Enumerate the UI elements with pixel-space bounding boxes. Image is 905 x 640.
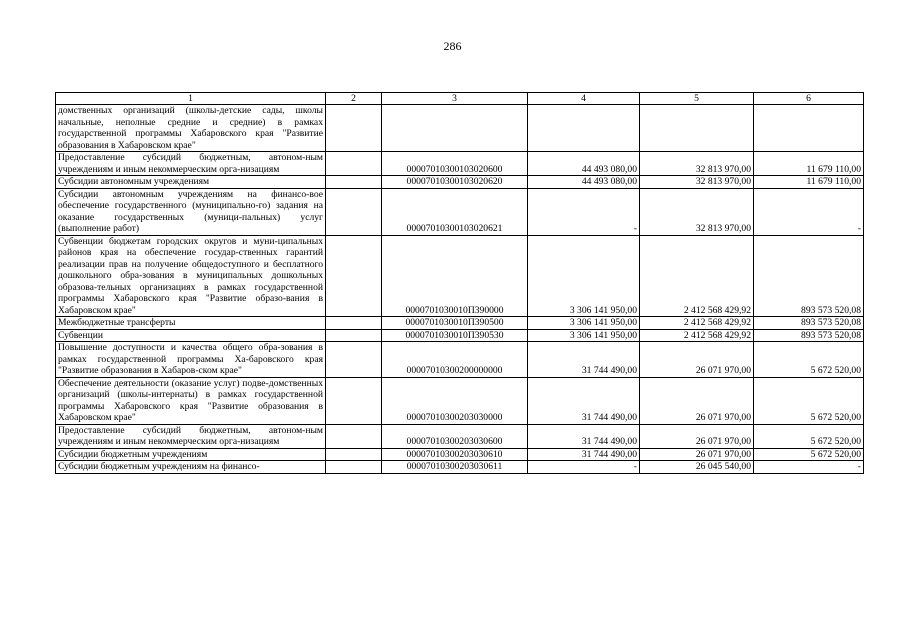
row-name: Субвенции [56, 329, 326, 342]
row-code: 0000701030010П390500 [382, 317, 528, 330]
row-name: Субвенции бюджетам городских округов и муни-ципальных районов края на обеспечение государ-ственных гарантий реализации прав на получение общедоступного и бесплатного дошкольного обра-зования в муниципальных дошкольных образова-тельных организациях в рамках государственной программы Хабаровского края "Развитие образо-вания в Хабаровском крае" [56, 235, 326, 317]
table-row [56, 235, 864, 317]
row-name: Субсидии бюджетным учреждениям на финансо- [56, 461, 326, 474]
row-col2 [326, 105, 382, 152]
table-row [56, 461, 864, 474]
row-value-4: - [528, 461, 640, 474]
row-code: 00007010300203030000 [382, 377, 528, 424]
table-row [56, 424, 864, 448]
row-value-6: 5 672 520,00 [754, 342, 864, 378]
row-value-4: 31 744 490,00 [528, 342, 640, 378]
row-col2 [326, 235, 382, 317]
row-value-4: 3 306 141 950,00 [528, 317, 640, 330]
row-value-5: 32 813 970,00 [640, 188, 754, 235]
column-header-1: 1 [56, 93, 326, 105]
row-col2 [326, 188, 382, 235]
row-value-5: 2 412 568 429,92 [640, 235, 754, 317]
row-value-5: 2 412 568 429,92 [640, 317, 754, 330]
row-col2 [326, 152, 382, 176]
row-name: Субсидии автономным учреждениям [56, 176, 326, 189]
row-value-5: 2 412 568 429,92 [640, 329, 754, 342]
row-code: 00007010300200000000 [382, 342, 528, 378]
row-value-4: 31 744 490,00 [528, 424, 640, 448]
row-value-6: - [754, 461, 864, 474]
header-row [56, 93, 864, 105]
row-value-4: - [528, 188, 640, 235]
row-code [382, 105, 528, 152]
table-row [56, 152, 864, 176]
row-name: Субсидии автономным учреждениям на финансо-вое обеспечение государственного (муниципально-го) задания на оказание государственных (муници-пальных) услуг (выполнение работ) [56, 188, 326, 235]
row-value-6: 11 679 110,00 [754, 152, 864, 176]
row-value-6 [754, 105, 864, 152]
row-code: 0000701030010П390530 [382, 329, 528, 342]
row-value-6: 11 679 110,00 [754, 176, 864, 189]
row-value-5 [640, 105, 754, 152]
row-value-5: 32 813 970,00 [640, 176, 754, 189]
row-col2 [326, 176, 382, 189]
row-code: 00007010300203030610 [382, 448, 528, 461]
row-code: 00007010300103020600 [382, 152, 528, 176]
table-row [56, 105, 864, 152]
budget-table [55, 92, 864, 474]
row-code: 00007010300203030611 [382, 461, 528, 474]
row-value-6: 5 672 520,00 [754, 377, 864, 424]
row-value-5: 26 071 970,00 [640, 448, 754, 461]
row-col2 [326, 448, 382, 461]
column-header-3: 3 [382, 93, 528, 105]
row-code: 00007010300203030600 [382, 424, 528, 448]
row-value-5: 26 071 970,00 [640, 342, 754, 378]
row-name: Субсидии бюджетным учреждениям [56, 448, 326, 461]
row-code: 00007010300103020621 [382, 188, 528, 235]
row-value-6: 893 573 520,08 [754, 317, 864, 330]
row-value-4: 3 306 141 950,00 [528, 235, 640, 317]
row-name: Повышение доступности и качества общего обра-зования в рамках государственной программы Ха-баровского края "Развитие образования в Хабаров-ском крае" [56, 342, 326, 378]
row-value-6: 5 672 520,00 [754, 448, 864, 461]
table-row [56, 317, 864, 330]
row-value-4: 44 493 080,00 [528, 152, 640, 176]
row-value-6: 893 573 520,08 [754, 329, 864, 342]
row-value-4: 31 744 490,00 [528, 377, 640, 424]
row-name: Предоставление субсидий бюджетным, автоном-ным учреждениям и иным некоммерческим орга-низациям [56, 152, 326, 176]
page-number: 286 [443, 39, 462, 53]
row-col2 [326, 317, 382, 330]
row-value-5: 26 071 970,00 [640, 424, 754, 448]
row-name: Предоставление субсидий бюджетным, автоном-ным учреждениям и иным некоммерческим орга-низациям [56, 424, 326, 448]
column-header-4: 4 [528, 93, 640, 105]
row-value-6: 5 672 520,00 [754, 424, 864, 448]
table-row [56, 188, 864, 235]
row-value-6: 893 573 520,08 [754, 235, 864, 317]
row-col2 [326, 377, 382, 424]
row-name: Обеспечение деятельности (оказание услуг) подве-домственных организаций (школы-интернаты) в рамках государственной программы Хабаровского края "Развитие образования в Хабаровском крае" [56, 377, 326, 424]
row-value-5: 32 813 970,00 [640, 152, 754, 176]
row-col2 [326, 424, 382, 448]
row-value-6: - [754, 188, 864, 235]
table-row [56, 329, 864, 342]
row-code: 0000701030010П390000 [382, 235, 528, 317]
row-col2 [326, 461, 382, 474]
column-header-6: 6 [754, 93, 864, 105]
row-value-4: 31 744 490,00 [528, 448, 640, 461]
column-header-5: 5 [640, 93, 754, 105]
row-name: домственных организаций (школы-детские сады, школы начальные, неполные средние и средние) в рамках государственной программы Хабаровского края "Развитие образования в Хабаровском крае" [56, 105, 326, 152]
row-col2 [326, 329, 382, 342]
table-row [56, 448, 864, 461]
row-value-4: 44 493 080,00 [528, 176, 640, 189]
table-row [56, 176, 864, 189]
row-value-4 [528, 105, 640, 152]
row-code: 00007010300103020620 [382, 176, 528, 189]
table-row [56, 377, 864, 424]
row-col2 [326, 342, 382, 378]
table-row [56, 342, 864, 378]
row-value-5: 26 071 970,00 [640, 377, 754, 424]
row-value-4: 3 306 141 950,00 [528, 329, 640, 342]
column-header-2: 2 [326, 93, 382, 105]
row-value-5: 26 045 540,00 [640, 461, 754, 474]
row-name: Межбюджетные трансферты [56, 317, 326, 330]
